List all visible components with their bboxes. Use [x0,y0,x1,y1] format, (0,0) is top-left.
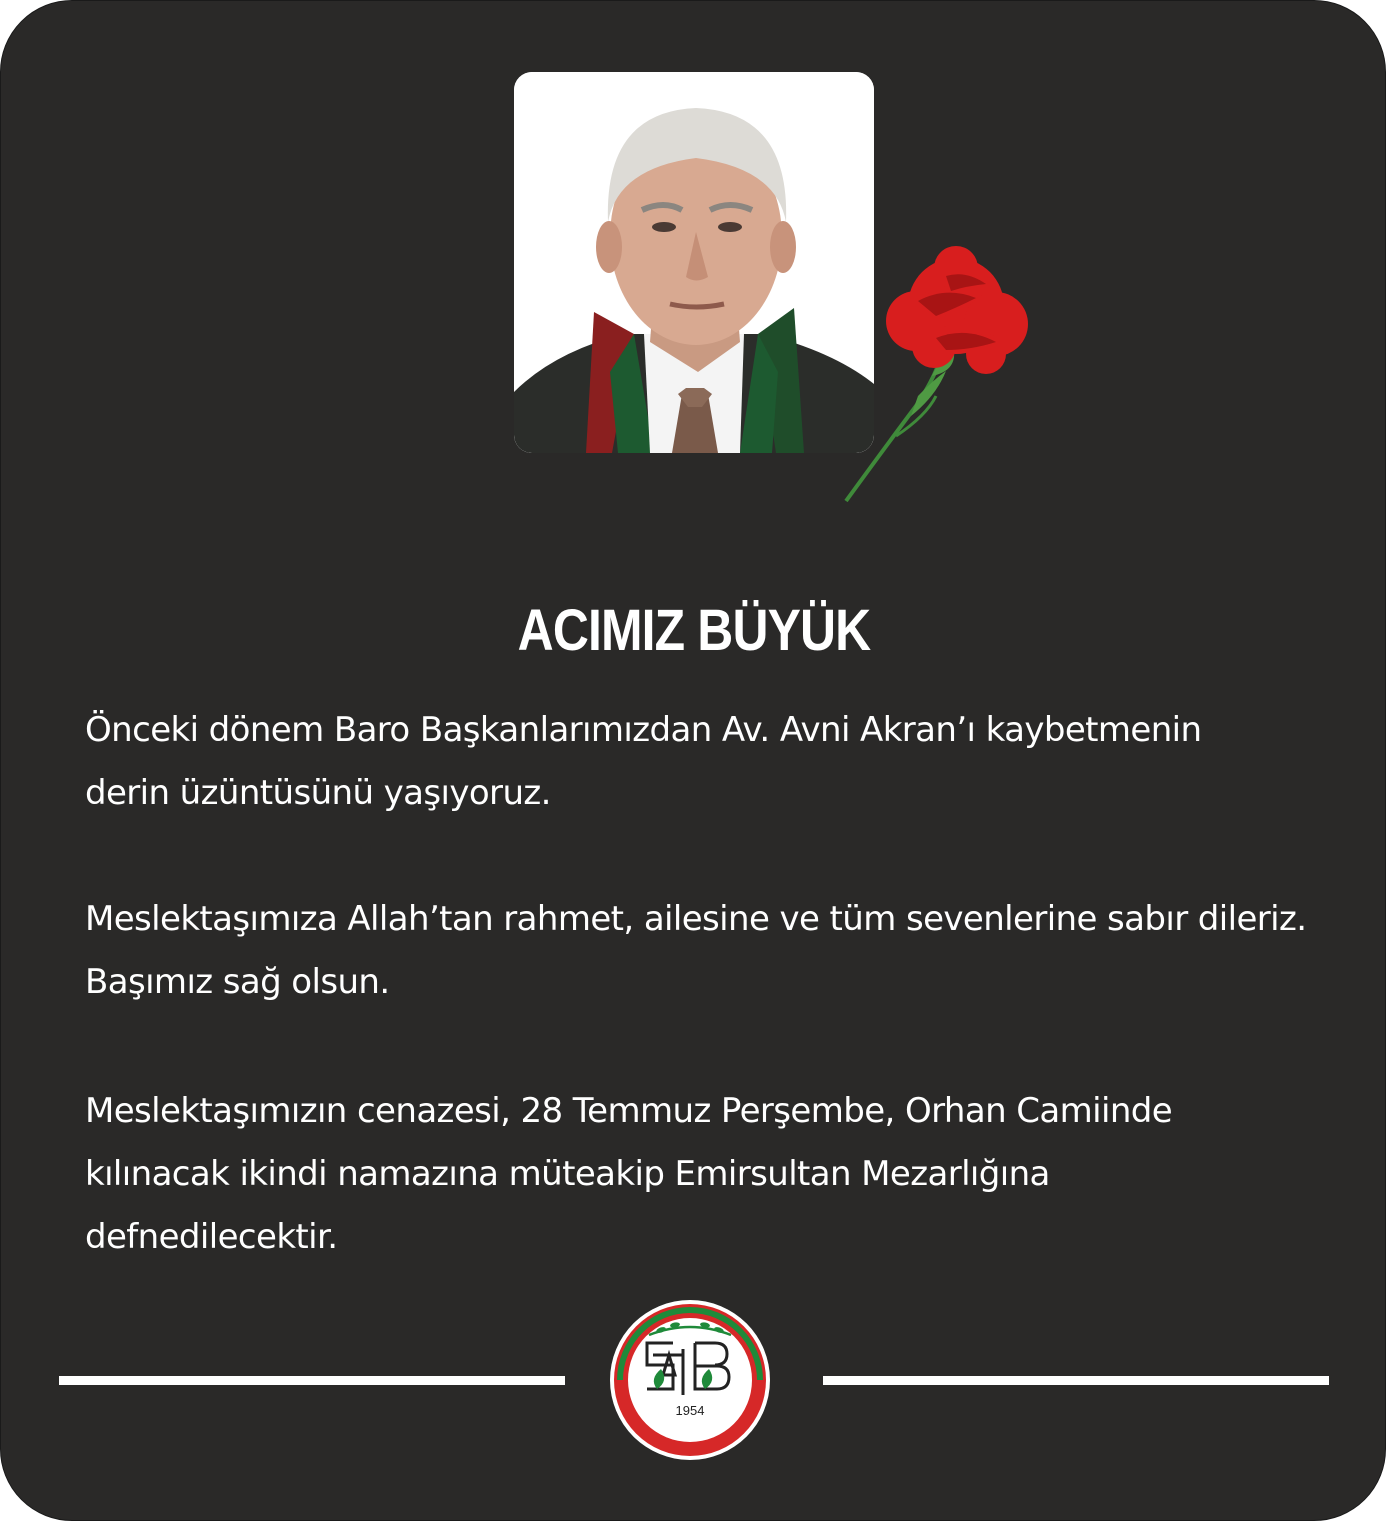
paragraph-condolence [85,888,1345,1014]
portrait-illustration [514,72,874,453]
divider-left [59,1376,565,1385]
paragraph-line: Başımız sağ olsun. [85,962,390,1002]
red-carnation-icon [836,246,1041,504]
page-title: ACIMIZ BÜYÜK [517,598,871,663]
divider-right [823,1376,1329,1385]
paragraph-line: derin üzüntüsünü yaşıyoruz. [85,773,551,813]
portrait-photo [514,72,874,453]
paragraph-line: kılınacak ikindi namazına müteakip Emirsultan Mezarlığına [85,1154,1050,1194]
paragraph-line: defnedilecektir. [85,1217,338,1257]
paragraph-loss [85,699,1345,825]
seal-year: 1954 [675,1403,705,1418]
paragraph-line: Meslektaşımıza Allah’tan rahmet, ailesine ve tüm sevenlerine sabır dileriz. [85,899,1307,939]
paragraph-funeral [85,1080,1345,1269]
seal-name: SAKARYA BAROSU [640,1401,740,1438]
sakarya-barosu-seal [609,1299,771,1461]
paragraph-line: Meslektaşımızın cenazesi, 28 Temmuz Perşembe, Orhan Camiinde [85,1091,1173,1131]
paragraph-line: Önceki dönem Baro Başkanlarımızdan Av. Avni Akran’ı kaybetmenin [85,710,1202,750]
